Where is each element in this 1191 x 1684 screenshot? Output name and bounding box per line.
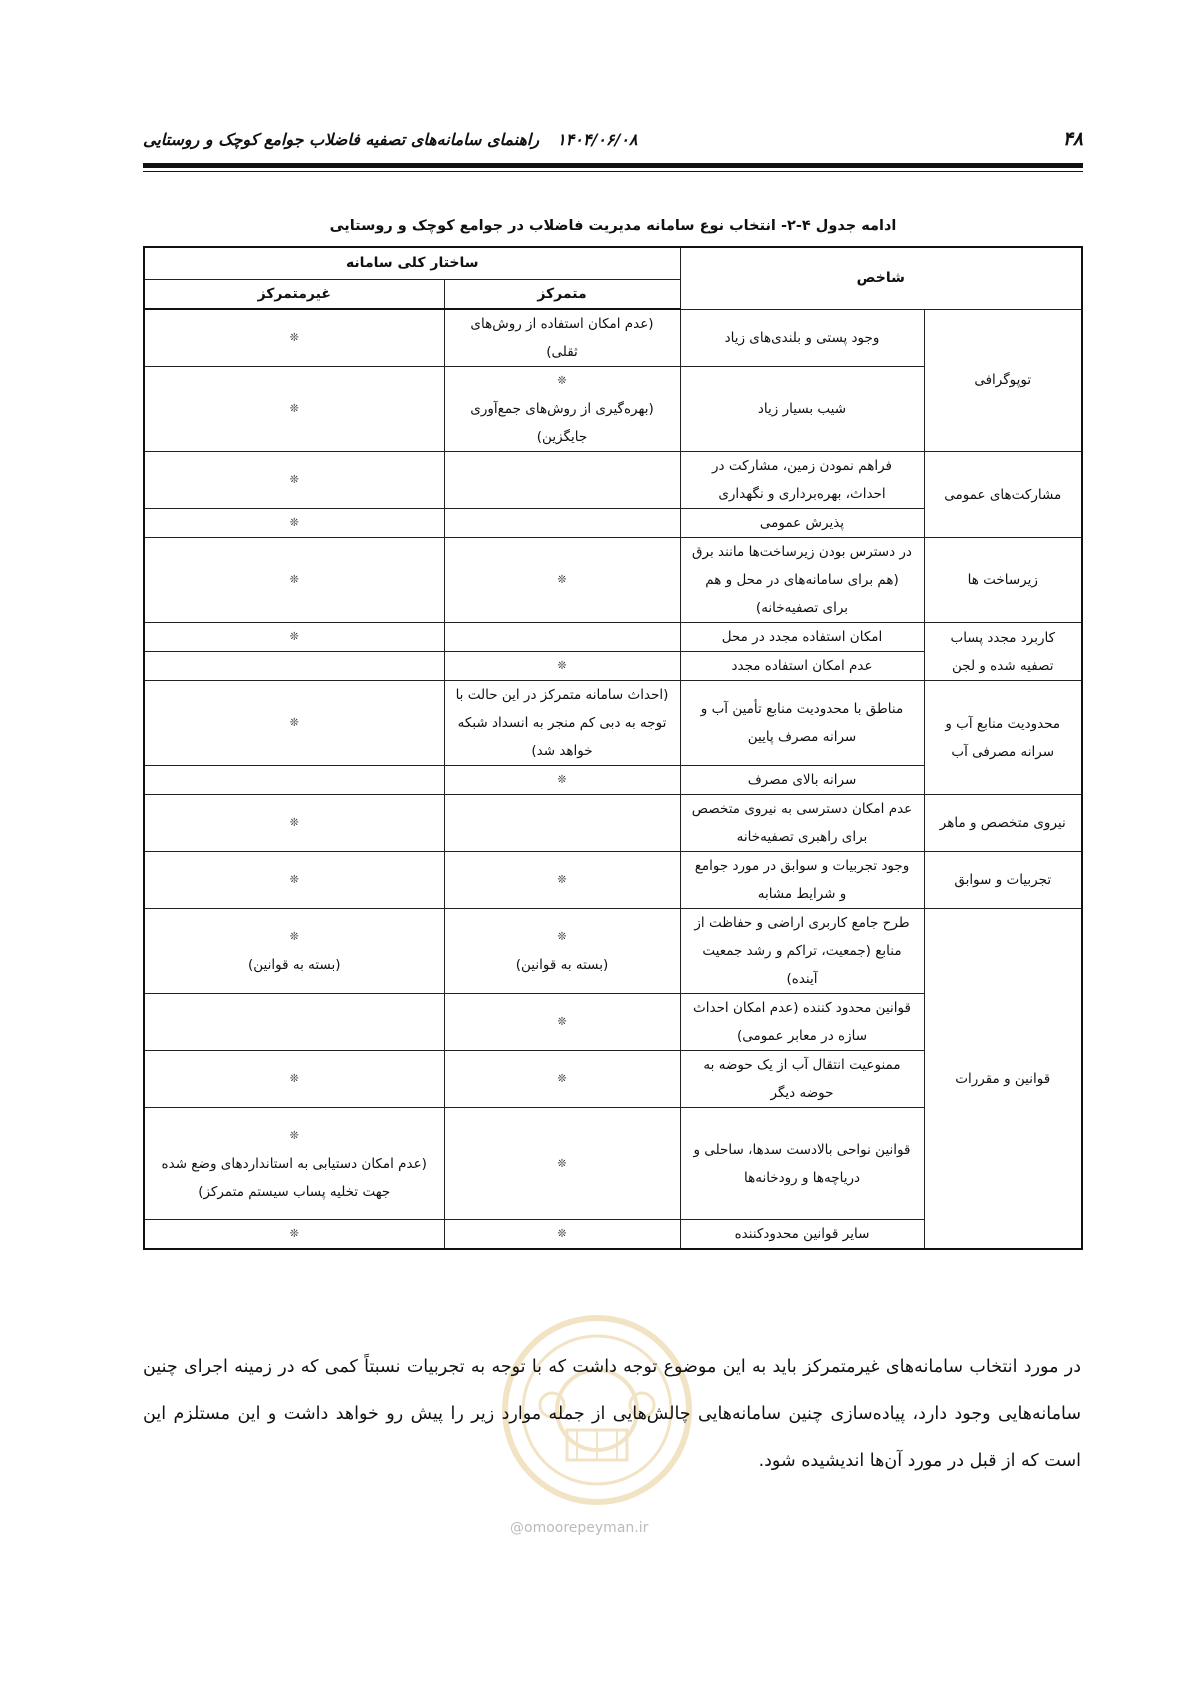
centralized-mark: ❊ (444, 652, 680, 681)
centralized-cell (444, 795, 680, 852)
sub-criterion-cell: وجود پستی و بلندی‌های زیاد (680, 309, 924, 367)
decentralized-mark: ❊ (144, 681, 444, 766)
table-row (144, 795, 1082, 852)
decentralized-mark: ❊ (144, 538, 444, 623)
criteria-table (143, 246, 1083, 1250)
sub-criterion-cell: فراهم نمودن زمین، مشارکت در احداث، بهره‌برداری و نگهداری (680, 452, 924, 509)
centralized-mark: ❊ (444, 1108, 680, 1220)
centralized-cell (444, 909, 680, 994)
decentralized-mark: ❊ (144, 852, 444, 909)
body-paragraph: در مورد انتخاب سامانه‌های غیرمتمرکز باید به این موضوع توجه داشت که با توجه به تجربیات نسبتاً کمی که در زمینه اجرای چنین سامانه‌هایی وجود دارد، پیاده‌سازی چنین سامانه‌هایی چالش‌هایی از جمله موارد زیر را پیش رو خواهد داشت و این مستلزم این است که از قبل در مورد آن‌ها اندیشیده شود. (143, 1356, 1081, 1471)
centralized-cell (444, 452, 680, 509)
decentralized-cell (144, 909, 444, 994)
decentralized-mark: ❊ (289, 1128, 299, 1142)
sub-criterion-cell: پذیرش عمومی (680, 509, 924, 538)
running-title (143, 130, 638, 149)
centralized-cell (444, 367, 680, 452)
decentralized-note: (عدم امکان دستیابی به استانداردهای وضع شده جهت تخلیه پساب سیستم متمرکز) (161, 1155, 427, 1200)
decentralized-mark: ❊ (144, 367, 444, 452)
decentralized-cell (144, 994, 444, 1051)
group-cell: کاربرد مجدد پساب تصفیه شده و لجن (924, 623, 1082, 681)
decentralized-mark: ❊ (144, 795, 444, 852)
decentralized-mark: ❊ (144, 309, 444, 367)
table-row (144, 909, 1082, 994)
group-cell: نیروی متخصص و ماهر (924, 795, 1082, 852)
group-cell: توپوگرافی (924, 309, 1082, 452)
centralized-cell: (عدم امکان استفاده از روش‌های ثقلی) (444, 309, 680, 367)
centralized-note: (بهره‌گیری از روش‌های جمع‌آوری جایگزین) (470, 401, 654, 445)
header-centralized: متمرکز (444, 279, 680, 309)
decentralized-mark: ❊ (144, 1220, 444, 1250)
table-row (144, 852, 1082, 909)
sub-criterion-cell: عدم امکان استفاده مجدد (680, 652, 924, 681)
group-cell: محدودیت منابع آب و سرانه مصرفی آب (924, 681, 1082, 795)
header-rule-thick (143, 163, 1083, 168)
decentralized-mark: ❊ (289, 930, 299, 943)
centralized-mark: ❊ (444, 1051, 680, 1108)
centralized-mark: ❊ (444, 994, 680, 1051)
sub-criterion-cell: امکان استفاده مجدد در محل (680, 623, 924, 652)
page-header (143, 128, 1083, 164)
decentralized-note: (بسته به قوانین) (247, 957, 341, 973)
group-cell: تجربیات و سوابق (924, 852, 1082, 909)
decentralized-cell (144, 652, 444, 681)
header-structure: ساختار کلی سامانه (144, 247, 680, 279)
sub-criterion-cell: عدم امکان دسترسی به نیروی متخصص برای راهبری تصفیه‌خانه (680, 795, 924, 852)
sub-criterion-cell: طرح جامع کاربری اراضی و حفاظت از منابع (جمعیت، تراکم و رشد جمعیت آینده) (680, 909, 924, 994)
watermark-url: @omoorepeyman.ir (510, 1520, 649, 1536)
decentralized-mark: ❊ (144, 1051, 444, 1108)
decentralized-cell (144, 766, 444, 795)
centralized-mark: ❊ (444, 766, 680, 795)
group-cell: مشارکت‌های عمومی (924, 452, 1082, 538)
table-row (144, 452, 1082, 509)
sub-criterion-cell: ممنوعیت انتقال آب از یک حوضه به حوضه دیگر (680, 1051, 924, 1108)
sub-criterion-cell: قوانین نواحی بالادست سدها، ساحلی و دریاچه‌ها و رودخانه‌ها (680, 1108, 924, 1220)
header-decentralized: غیرمتمرکز (144, 279, 444, 309)
header-title: راهنمای سامانه‌های تصفیه فاضلاب جوامع کوچک و روستایی (143, 130, 540, 149)
sub-criterion-cell: سرانه بالای مصرف (680, 766, 924, 795)
sub-criterion-cell: در دسترس بودن زیرساخت‌ها مانند برق (هم برای سامانه‌های در محل و هم برای تصفیه‌خانه) (680, 538, 924, 623)
centralized-cell: (احداث سامانه متمرکز در این حالت با توجه به دبی کم منجر به انسداد شبکه خواهد شد) (444, 681, 680, 766)
group-cell: زیرساخت ها (924, 538, 1082, 623)
centralized-mark: ❊ (557, 374, 567, 387)
group-cell: قوانین و مقررات (924, 909, 1082, 1250)
header-date: ۱۴۰۴/۰۶/۰۸ (557, 130, 638, 149)
table-row (144, 309, 1082, 367)
centralized-mark: ❊ (444, 1220, 680, 1250)
page-number: ۴۸ (1062, 128, 1083, 150)
centralized-cell (444, 623, 680, 652)
decentralized-mark: ❊ (144, 509, 444, 538)
table-row (144, 681, 1082, 766)
table-row (144, 623, 1082, 652)
decentralized-mark: ❊ (144, 623, 444, 652)
table-caption: ادامه جدول ۴-۲- انتخاب نوع سامانه مدیریت فاضلاب در جوامع کوچک و روستایی (329, 218, 897, 234)
sub-criterion-cell: مناطق با محدودیت منابع تأمین آب و سرانه مصرف پایین (680, 681, 924, 766)
sub-criterion-cell: قوانین محدود کننده (عدم امکان احداث سازه در معابر عمومی) (680, 994, 924, 1051)
decentralized-mark: ❊ (144, 452, 444, 509)
sub-criterion-cell: شیب بسیار زیاد (680, 367, 924, 452)
sub-criterion-cell: سایر قوانین محدودکننده (680, 1220, 924, 1250)
centralized-note: (بسته به قوانین) (515, 957, 609, 973)
centralized-mark: ❊ (444, 538, 680, 623)
centralized-mark: ❊ (557, 930, 567, 943)
decentralized-cell (144, 1108, 444, 1220)
header-criterion: شاخص (680, 247, 1082, 309)
centralized-cell (444, 509, 680, 538)
sub-criterion-cell: وجود تجربیات و سوابق در مورد جوامع و شرایط مشابه (680, 852, 924, 909)
table-row (144, 538, 1082, 623)
header-rule-thin (143, 171, 1083, 172)
centralized-mark: ❊ (444, 852, 680, 909)
